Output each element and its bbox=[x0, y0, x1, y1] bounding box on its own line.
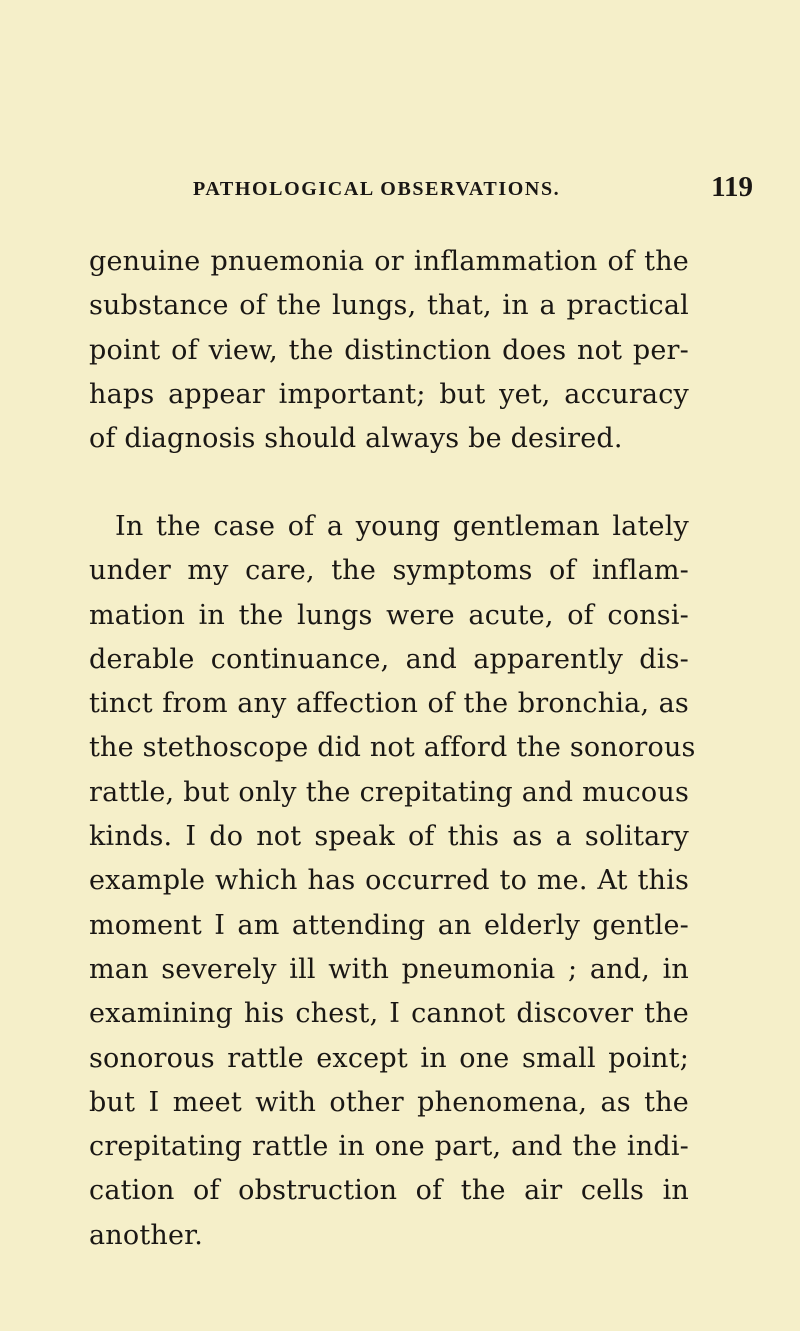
text-line: kinds. I do not speak of this as a solitary bbox=[89, 821, 689, 853]
text-line: derable continuance, and apparently dis- bbox=[89, 643, 689, 675]
text-line: In the case of a young gentleman lately bbox=[115, 511, 689, 542]
text-line: rattle, but only the crepitating and mucous bbox=[89, 776, 689, 808]
text-line: mation in the lungs were acute, of consi- bbox=[89, 599, 689, 631]
running-title: PATHOLOGICAL OBSERVATIONS. bbox=[193, 178, 561, 200]
text-line: point of view, the distinction does not per- bbox=[89, 334, 689, 366]
text-line: genuine pnuemonia or inflammation of the bbox=[89, 246, 689, 277]
text-line: example which has occurred to me. At this bbox=[89, 865, 689, 897]
page-number: 119 bbox=[711, 171, 753, 203]
text-line: crepitating rattle in one part, and the indi- bbox=[89, 1131, 689, 1163]
text-line: sonorous rattle except in one small point; bbox=[89, 1042, 689, 1074]
paragraph-1 bbox=[89, 240, 689, 461]
text-line: of diagnosis should always be desired. bbox=[89, 423, 623, 455]
text-line: haps appear important; but yet, accuracy bbox=[89, 378, 689, 410]
text-line: but I meet with other phenomena, as the bbox=[89, 1086, 689, 1118]
text-line: the stethoscope did not afford the sonorous bbox=[89, 732, 696, 764]
text-line: substance of the lungs, that, in a practical bbox=[89, 290, 689, 322]
text-line: under my care, the symptoms of inflam- bbox=[89, 555, 689, 587]
text-line: another. bbox=[89, 1219, 204, 1251]
running-head bbox=[193, 171, 753, 204]
text-line: moment I am attending an elderly gentle- bbox=[89, 909, 689, 941]
text-line: man severely ill with pneumonia ; and, in bbox=[89, 953, 689, 985]
text-line: tinct from any affection of the bronchia, as bbox=[89, 688, 689, 720]
text-line: cation of obstruction of the air cells in bbox=[89, 1175, 689, 1207]
paragraph-2 bbox=[89, 505, 696, 1258]
text-line: examining his chest, I cannot discover the bbox=[89, 998, 689, 1030]
